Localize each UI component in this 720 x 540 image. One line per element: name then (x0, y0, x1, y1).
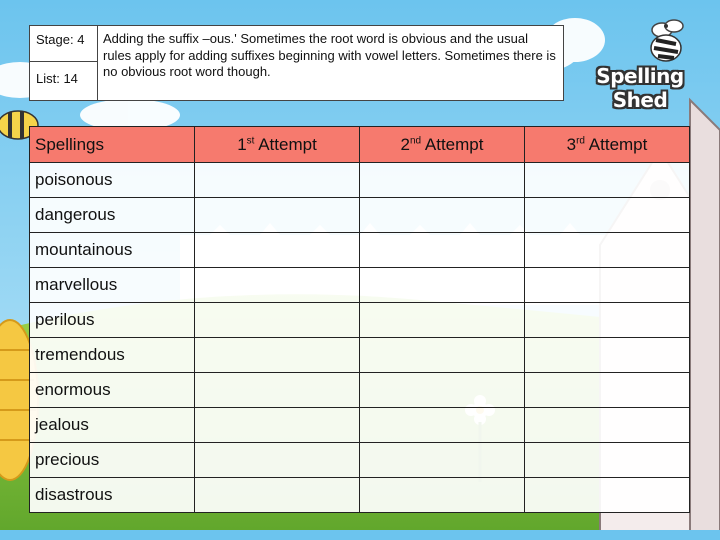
attempt-2-cell[interactable] (360, 268, 525, 303)
spelling-word: dangerous (30, 198, 195, 233)
info-table (29, 25, 564, 101)
attempt-2-cell[interactable] (360, 373, 525, 408)
attempt-3-cell[interactable] (525, 373, 690, 408)
table-row (30, 443, 690, 478)
attempt-2-cell[interactable] (360, 233, 525, 268)
table-row (30, 478, 690, 513)
spelling-shed-logo (578, 12, 702, 112)
attempt-2-cell[interactable] (360, 338, 525, 373)
spelling-word: precious (30, 443, 195, 478)
spelling-word: perilous (30, 303, 195, 338)
attempt-2-cell[interactable] (360, 303, 525, 338)
attempt-2-cell[interactable] (360, 478, 525, 513)
table-row (30, 163, 690, 198)
attempt-1-cell[interactable] (195, 163, 360, 198)
list-label: List: 14 (30, 62, 98, 101)
attempt-3-cell[interactable] (525, 163, 690, 198)
attempt-2-cell[interactable] (360, 408, 525, 443)
logo-text: Spelling Shed (596, 64, 684, 112)
table-row (30, 338, 690, 373)
table-row (30, 408, 690, 443)
attempt-3-cell[interactable] (525, 233, 690, 268)
attempt-1-cell[interactable] (195, 408, 360, 443)
table-row (30, 198, 690, 233)
spellings-header: Spellings (30, 127, 195, 163)
header-row (30, 127, 690, 163)
bottom-strip (0, 530, 720, 540)
table-row (30, 373, 690, 408)
attempt-3-cell[interactable] (525, 268, 690, 303)
spelling-word: disastrous (30, 478, 195, 513)
attempt-3-cell[interactable] (525, 443, 690, 478)
attempt-2-cell[interactable] (360, 198, 525, 233)
attempt-1-cell[interactable] (195, 478, 360, 513)
attempt-3-cell[interactable] (525, 338, 690, 373)
stage-label: Stage: 4 (30, 26, 98, 62)
attempt-2-cell[interactable] (360, 163, 525, 198)
spelling-word: enormous (30, 373, 195, 408)
table-row (30, 268, 690, 303)
attempt-1-cell[interactable] (195, 303, 360, 338)
spelling-word: jealous (30, 408, 195, 443)
attempt-1-cell[interactable] (195, 198, 360, 233)
spelling-word: poisonous (30, 163, 195, 198)
spelling-word: marvellous (30, 268, 195, 303)
attempt-3-cell[interactable] (525, 198, 690, 233)
attempt-3-header: 3rd Attempt (525, 127, 690, 163)
table-row (30, 233, 690, 268)
attempt-2-header: 2nd Attempt (360, 127, 525, 163)
attempt-3-cell[interactable] (525, 303, 690, 338)
table-row (30, 303, 690, 338)
attempt-1-cell[interactable] (195, 443, 360, 478)
attempt-2-cell[interactable] (360, 443, 525, 478)
attempt-1-cell[interactable] (195, 233, 360, 268)
attempt-1-cell[interactable] (195, 268, 360, 303)
attempt-1-cell[interactable] (195, 373, 360, 408)
spelling-word: tremendous (30, 338, 195, 373)
attempt-3-cell[interactable] (525, 478, 690, 513)
attempt-3-cell[interactable] (525, 408, 690, 443)
description-text: Adding the suffix –ous.' Sometimes the root word is obvious and the usual rules apply for adding suffixes beginning with vowel letters. Sometimes there is no obvious root word though. (98, 26, 564, 101)
bee-icon (578, 12, 702, 72)
attempt-1-header: 1st Attempt (195, 127, 360, 163)
attempt-1-cell[interactable] (195, 338, 360, 373)
spelling-table (29, 126, 690, 513)
spelling-word: mountainous (30, 233, 195, 268)
